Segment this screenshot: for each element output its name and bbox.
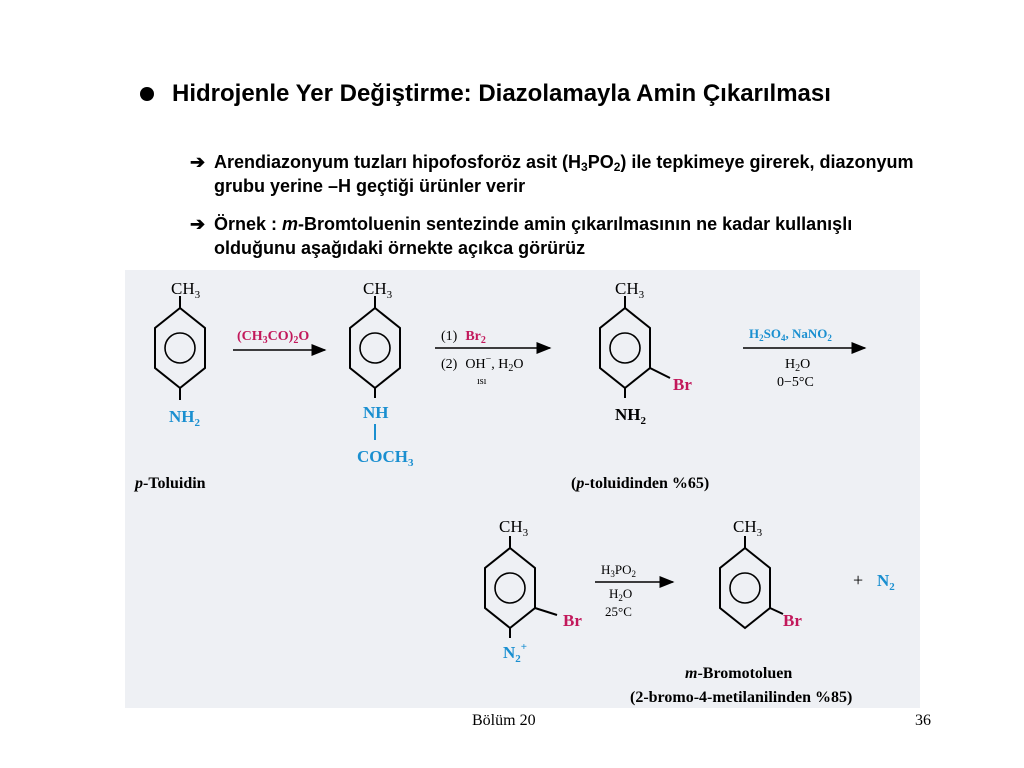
bullet-point-1-text: Arendiazonyum tuzları hipofosforöz asit $(H_3PO_2)$ ile tepkimeye girerek, diazonyum grubu yerine –H geçtiği ürünler verir (214, 152, 914, 196)
bullet-dot-icon (140, 87, 154, 101)
footer-page-number: 36 (915, 712, 931, 729)
reaction-arrow-1 (233, 329, 325, 350)
step4-line2: $H_2O$ (609, 586, 633, 603)
name-yield: (2-bromo-4-metilanilinden %85) (630, 689, 853, 706)
plus-sign: + (853, 570, 864, 590)
n2-label: $N_2$ (877, 571, 895, 593)
n2-plus-label: $N_2^+$ (503, 641, 528, 665)
byproduct-n2 (853, 570, 895, 593)
step2-line2: (2) OH−, $H_2O$ (441, 354, 524, 374)
reaction-scheme (125, 270, 920, 708)
step2-line1: (1) $Br_2$ (441, 329, 486, 346)
name-product: m-Bromotoluen (685, 665, 793, 682)
molecule-m-bromotoluene (630, 517, 852, 706)
molecule-p-toluidine (133, 279, 206, 492)
step3-line2: $H_2O$ (785, 357, 811, 374)
br-label: Br (673, 375, 692, 394)
coch3-label: $COCH_3$ (357, 447, 414, 469)
nh-label: NH (363, 403, 389, 422)
br-label: Br (783, 611, 802, 630)
name-intermediate: (p-toluidinden %65) (571, 475, 710, 492)
step4-line3: 25°C (605, 604, 632, 619)
right-arrow-icon: ➔ (190, 152, 206, 172)
nh2-label: $NH_2$ (615, 405, 646, 427)
step1-reagent: $(CH_3CO)_2O$ (237, 329, 310, 346)
bullet-point-2-text: Örnek : m-Bromtoluenin sentezinde amin çıkarılmasının ne kadar kullanışlı olduğunu aşağıdaki örnekte açıkca görürüz (214, 214, 853, 258)
ch3-label: $CH_3$ (171, 279, 201, 301)
step3-line3: 0−5°C (777, 375, 814, 390)
ch3-label: $CH_3$ (733, 517, 763, 539)
right-arrow-icon: ➔ (190, 214, 206, 234)
step3-line1: $H_2SO_4$, NaNO$_2$ (749, 326, 832, 343)
step2-line3: ısı (477, 376, 487, 387)
nh2-label: $NH_2$ (169, 407, 200, 429)
molecule-diazonium (485, 517, 582, 665)
reaction-arrow-3 (743, 326, 865, 390)
ch3-label: $CH_3$ (499, 517, 529, 539)
br-label: Br (563, 611, 582, 630)
ch3-label: $CH_3$ (615, 279, 645, 301)
molecule-acetamide (350, 279, 414, 469)
name-p-toluidin: p-Toluidin (135, 475, 206, 492)
molecule-bromo-methylaniline (571, 279, 709, 492)
slide-title: Hidrojenle Yer Değiştirme: Diazolamayla Amin Çıkarılması (172, 80, 831, 107)
reaction-arrow-2 (435, 329, 550, 387)
footer-chapter: Bölüm 20 (472, 712, 536, 729)
reaction-arrow-4 (595, 562, 673, 619)
step4-line1: $H_3PO_2$ (601, 562, 637, 579)
ch3-label: $CH_3$ (363, 279, 393, 301)
